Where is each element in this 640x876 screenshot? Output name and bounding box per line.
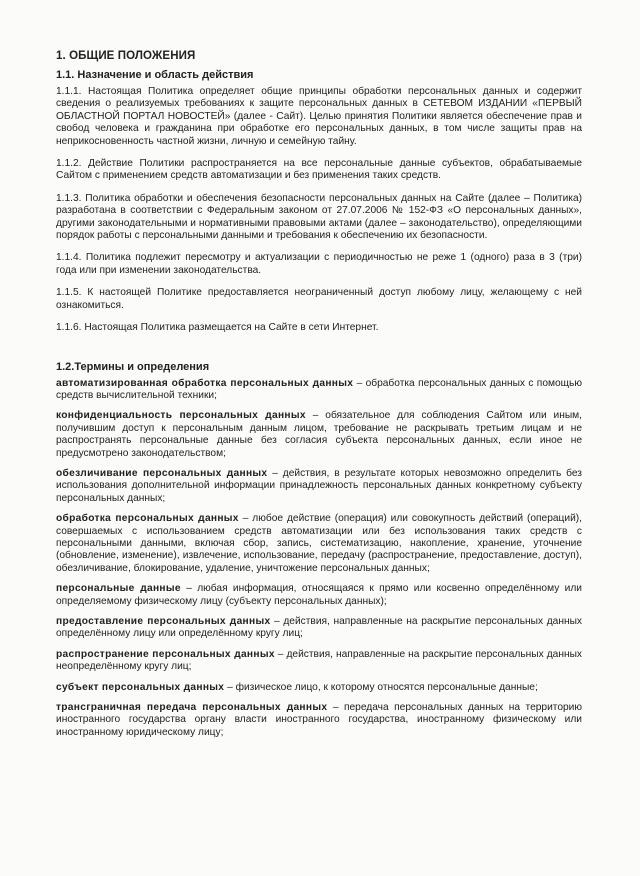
paragraph: 1.1.3. Политика обработки и обеспечения безопасности персональных данных на Сайте (далее – Политика) разработана в соответствии с Федеральным законом от 27.07.2006 № 152-ФЗ «О персональных данных», другими законодательными и нормативными правовыми актами (далее – законодательство), определяющими порядок работы с персональными данными и требования к обеспечению их безопасности. (56, 192, 582, 242)
term: предоставление персональных данных (56, 616, 271, 627)
definition-item (56, 513, 582, 575)
term: распространение персональных данных (56, 648, 275, 660)
definition: – действия, в результате которых невозможно определить без использования дополнительной информации принадлежность персональных данных конкретному субъекту персональных данных; (56, 467, 582, 504)
definition-item (56, 702, 582, 739)
term: трансграничная передача персональных данных (56, 702, 328, 714)
definition-item (56, 410, 582, 460)
definition-item (56, 682, 582, 694)
subsection-title: 1.2.Термины и определения (56, 360, 210, 373)
term: персональные данные (56, 583, 181, 595)
paragraph: 1.1.4. Политика подлежит пересмотру и актуализации с периодичностью не реже 1 (одного) раза в 3 (три) года или при изменении законодательства. (56, 252, 582, 276)
definition-item (56, 468, 582, 505)
definition-item (56, 583, 582, 608)
paragraph: 1.1.6. Настоящая Политика размещается на Сайте в сети Интернет. (56, 322, 379, 334)
paragraph: 1.1.1. Настоящая Политика определяет общие принципы обработки персональных данных и содержит сведения о реализуемых требованиях к защите персональных данных в СЕТЕВОМ ИЗДАНИИ «ПЕРВЫЙ ОБЛАСТНОЙ ПОРТАЛ НОВОСТЕЙ» (далее - Сайт). Целью принятия Политики является обеспечение прав и свобод человека и гражданина при обработке его персональных данных, в том числе защиты прав на неприкосновенность частной жизни, личную и семейную тайну. (56, 86, 582, 147)
section-title: 1. ОБЩИЕ ПОЛОЖЕНИЯ (56, 50, 196, 62)
subsection-title: 1.1. Назначение и область действия (56, 69, 254, 81)
definition-item (56, 649, 582, 674)
definition: – любое действие (операция) или совокупность действий (операций), совершаемых с использованием средств автоматизации или без использования таких средств с персональными данными, включая сбор, запись, систематизацию, накопление, хранение, уточнение (обновление, изменение), извлечение, использование, передачу (распространение, предоставление, доступ), обезличивание, блокирование, удаление, уничтожение персональных данных; (56, 513, 582, 574)
definition: – действия, направленные на раскрытие персональных данных определённому лицу или определённому кругу лиц; (56, 616, 582, 640)
definition-item (56, 378, 582, 403)
definition: – обработка персональных данных с помощью средств вычислительной техники; (56, 377, 582, 401)
definition: – обязательное для соблюдения Сайтом или иным, получившим доступ к персональным данным лицом, требование не раскрывать третьим лицам и не распространять персональные данные без согласия субъекта персональных данных, если иное не предусмотрено законодательством; (56, 410, 582, 459)
term: субъект персональных данных (56, 681, 225, 693)
definition: – действия, направленные на раскрытие персональных данных неопределённому кругу лиц; (56, 648, 582, 673)
definition: – передача персональных данных на территорию иностранного государства органу власти иностранного государства, иностранному физическому или иностранному юридическому лицу; (56, 702, 582, 738)
term: обезличивание персональных данных (56, 467, 268, 479)
term: автоматизированная обработка персональных данных (56, 377, 354, 389)
definition: – физическое лицо, к которому относятся персональные данные; (224, 681, 538, 693)
paragraph: 1.1.5. К настоящей Политике предоставляется неограниченный доступ любому лицу, желающему с ней ознакомиться. (56, 287, 582, 311)
term: обработка персональных данных (56, 513, 239, 525)
term: конфиденциальность персональных данных (56, 410, 306, 422)
definition: – любая информация, относящаяся к прямо или косвенно определённому или определяемому физическому лицу (субъекту персональных данных); (56, 583, 582, 607)
definition-item (56, 616, 582, 641)
paragraph: 1.1.2. Действие Политики распространяется на все персональные данные субъектов, обрабатываемые Сайтом с применением средств автоматизации и без применения таких средств. (56, 158, 582, 182)
